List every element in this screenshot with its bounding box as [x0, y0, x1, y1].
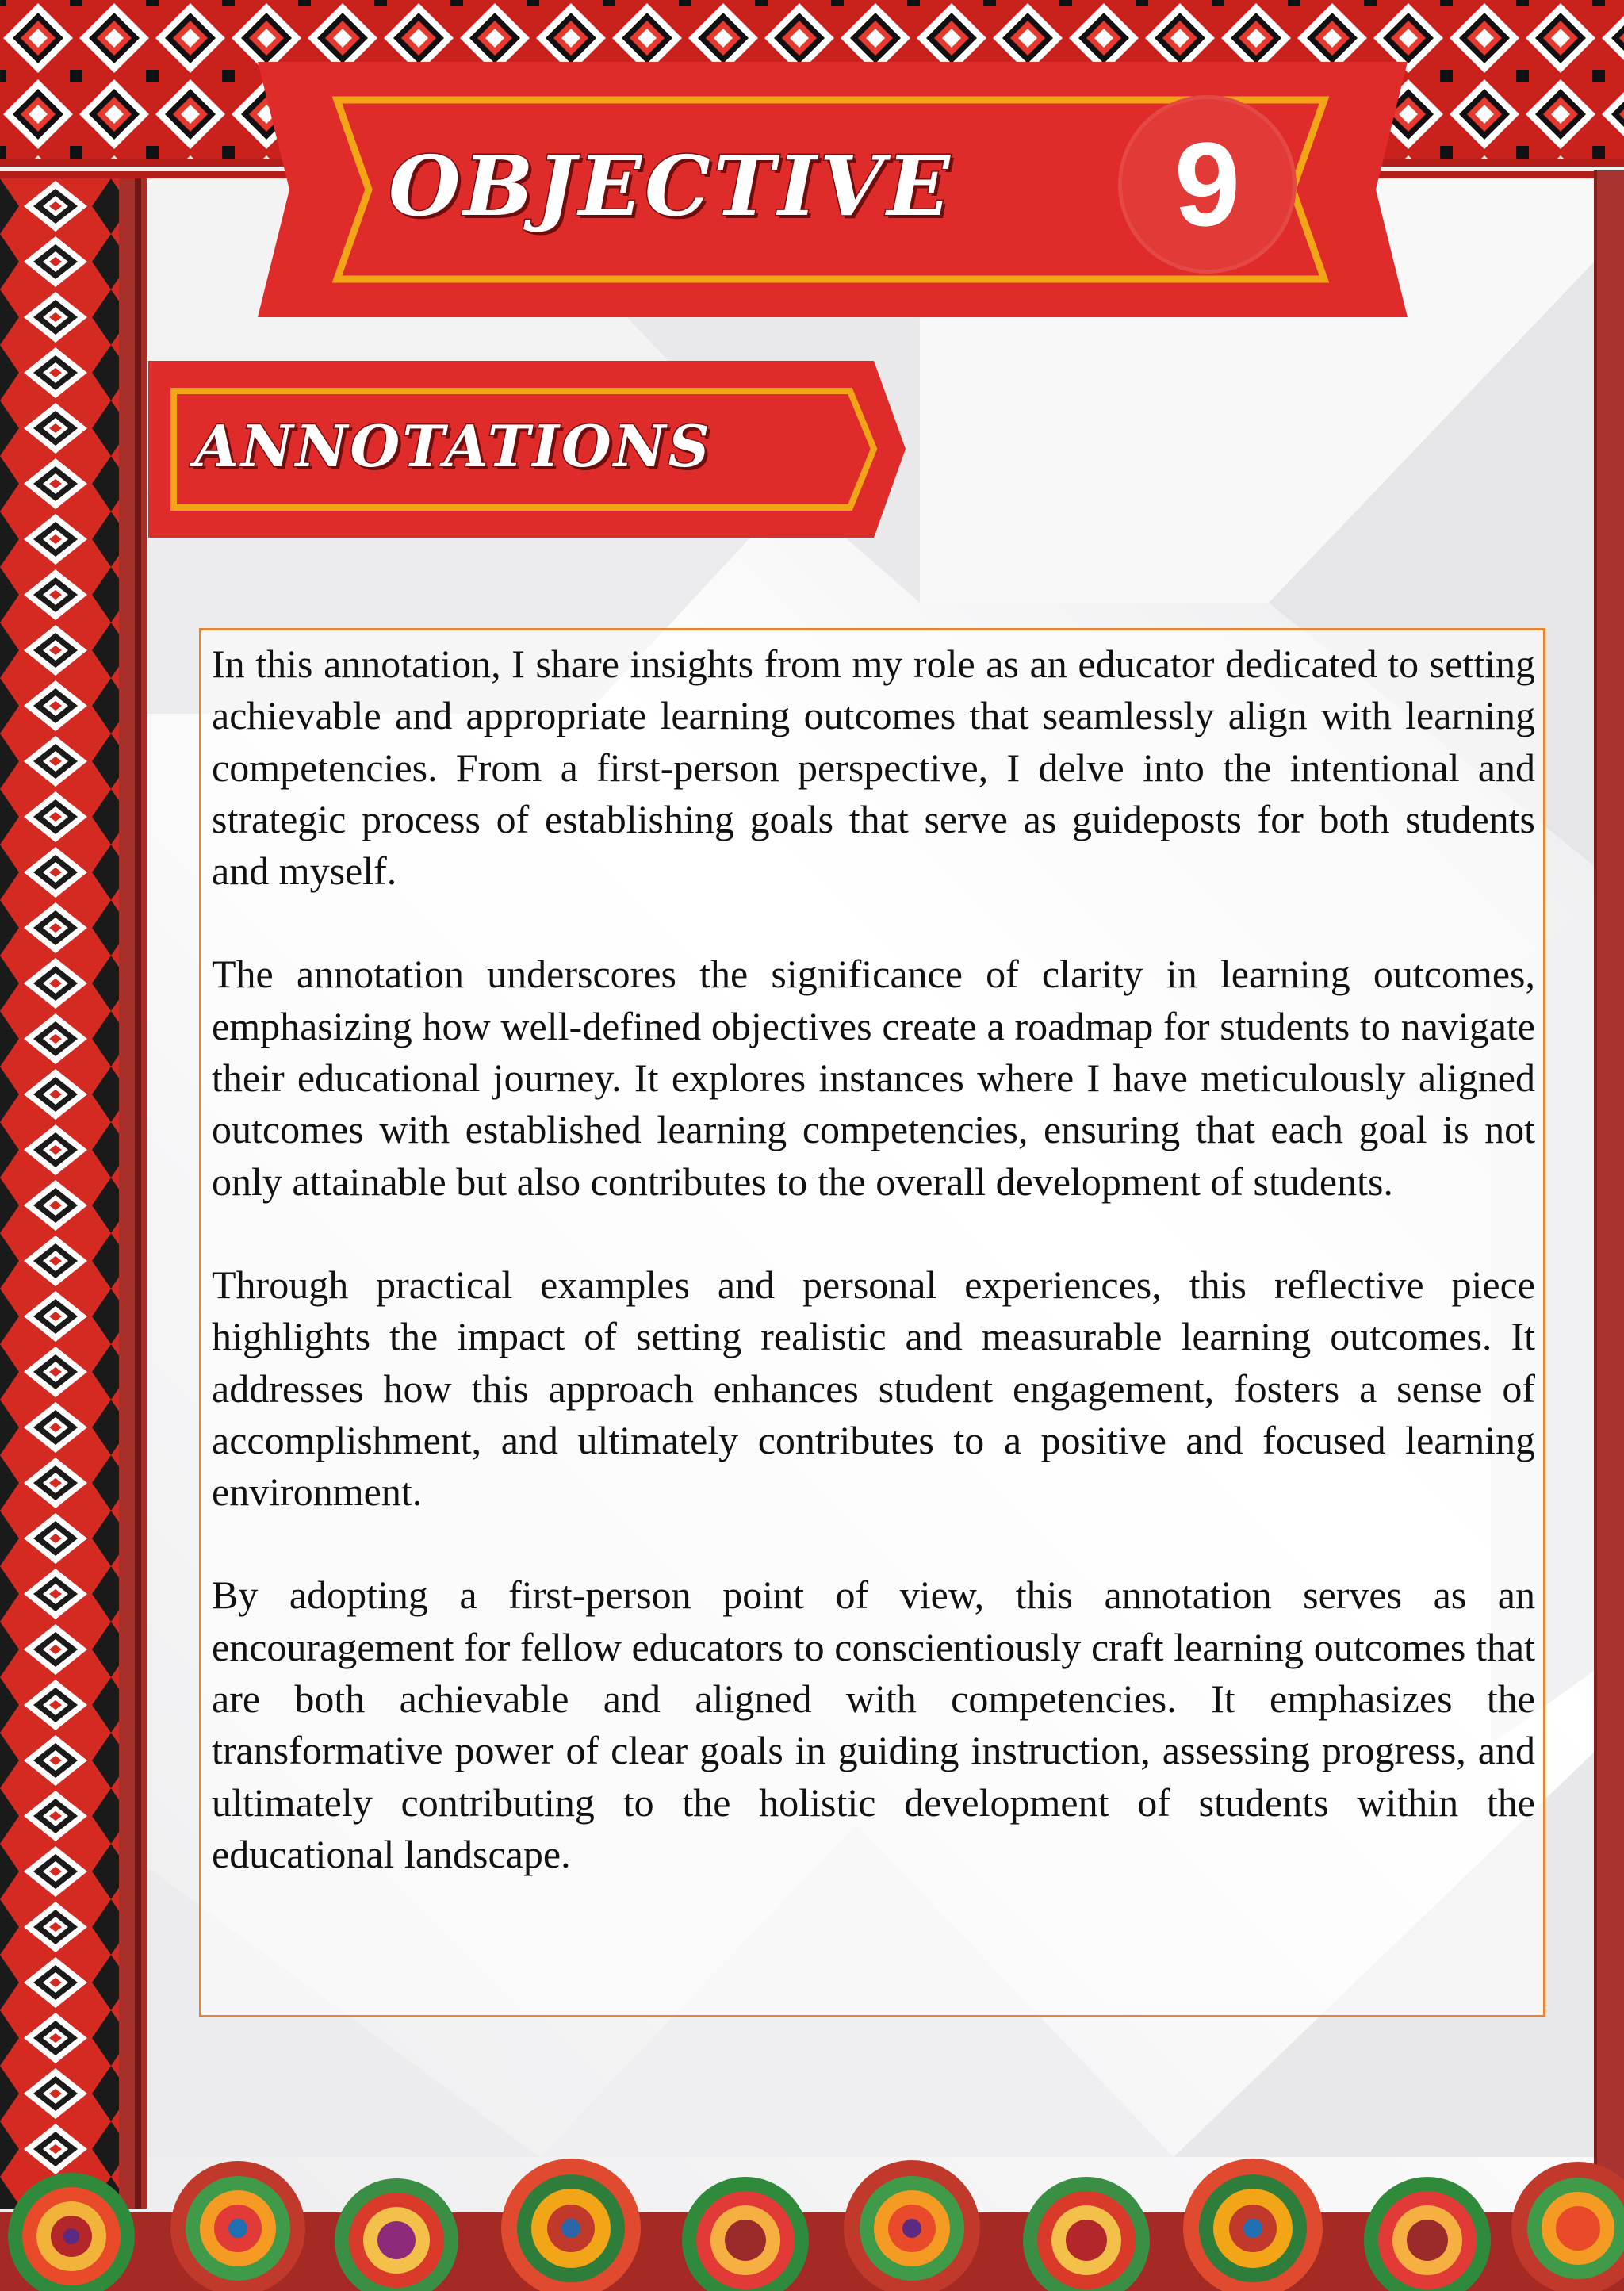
paragraph-gap	[212, 897, 1535, 948]
paragraph-gap	[212, 1208, 1535, 1259]
paragraph-3: Through practical examples and personal experiences, this reflective piece highlights the impact of setting realistic and measurable learning outcomes. It addresses how this approach enhances student engagement, fosters a sense of accomplishment, and ultimately contributes to a positive and focused learning environment.	[212, 1262, 1535, 1515]
paragraph-gap	[212, 1518, 1535, 1569]
objective-title: OBJECTIVE	[389, 137, 953, 235]
objective-number-badge	[1118, 95, 1297, 274]
annotation-text-box	[199, 628, 1545, 2017]
objective-banner	[258, 62, 1408, 317]
bottom-floral-border	[0, 2141, 1624, 2291]
left-ornamental-border	[0, 178, 147, 2209]
annotations-title: ANNOTATIONS	[194, 412, 712, 480]
paragraph-1: In this annotation, I share insights from my role as an educator dedicated to setting achievable and appropriate learning outcomes that seamlessly align with learning competencies. From a first-person perspective, I delve into the intentional and strategic process of establishing goals that serve as guideposts for both students and myself.	[212, 642, 1535, 894]
paragraph-2: The annotation underscores the significance of clarity in learning outcomes, emphasizing how well-defined objectives create a roadmap for students to navigate their educational journey. It explores instances where I have meticulously aligned outcomes with established learning competencies, ensuring that each goal is not only attainable but also contributes to the overall development of students.	[212, 952, 1535, 1204]
annotations-banner	[148, 361, 906, 538]
objective-number: 9	[1174, 117, 1241, 251]
right-border-rail	[1594, 170, 1624, 2232]
paragraph-4: By adopting a first-person point of view, this annotation serves as an encouragement for fellow educators to conscientiously craft learning outcomes that are both achievable and aligned with competencies. It emphasizes the transformative power of clear goals in guiding instruction, assessing progress, and ultimately contributing to the holistic development of students within the educational landscape.	[212, 1573, 1535, 1876]
